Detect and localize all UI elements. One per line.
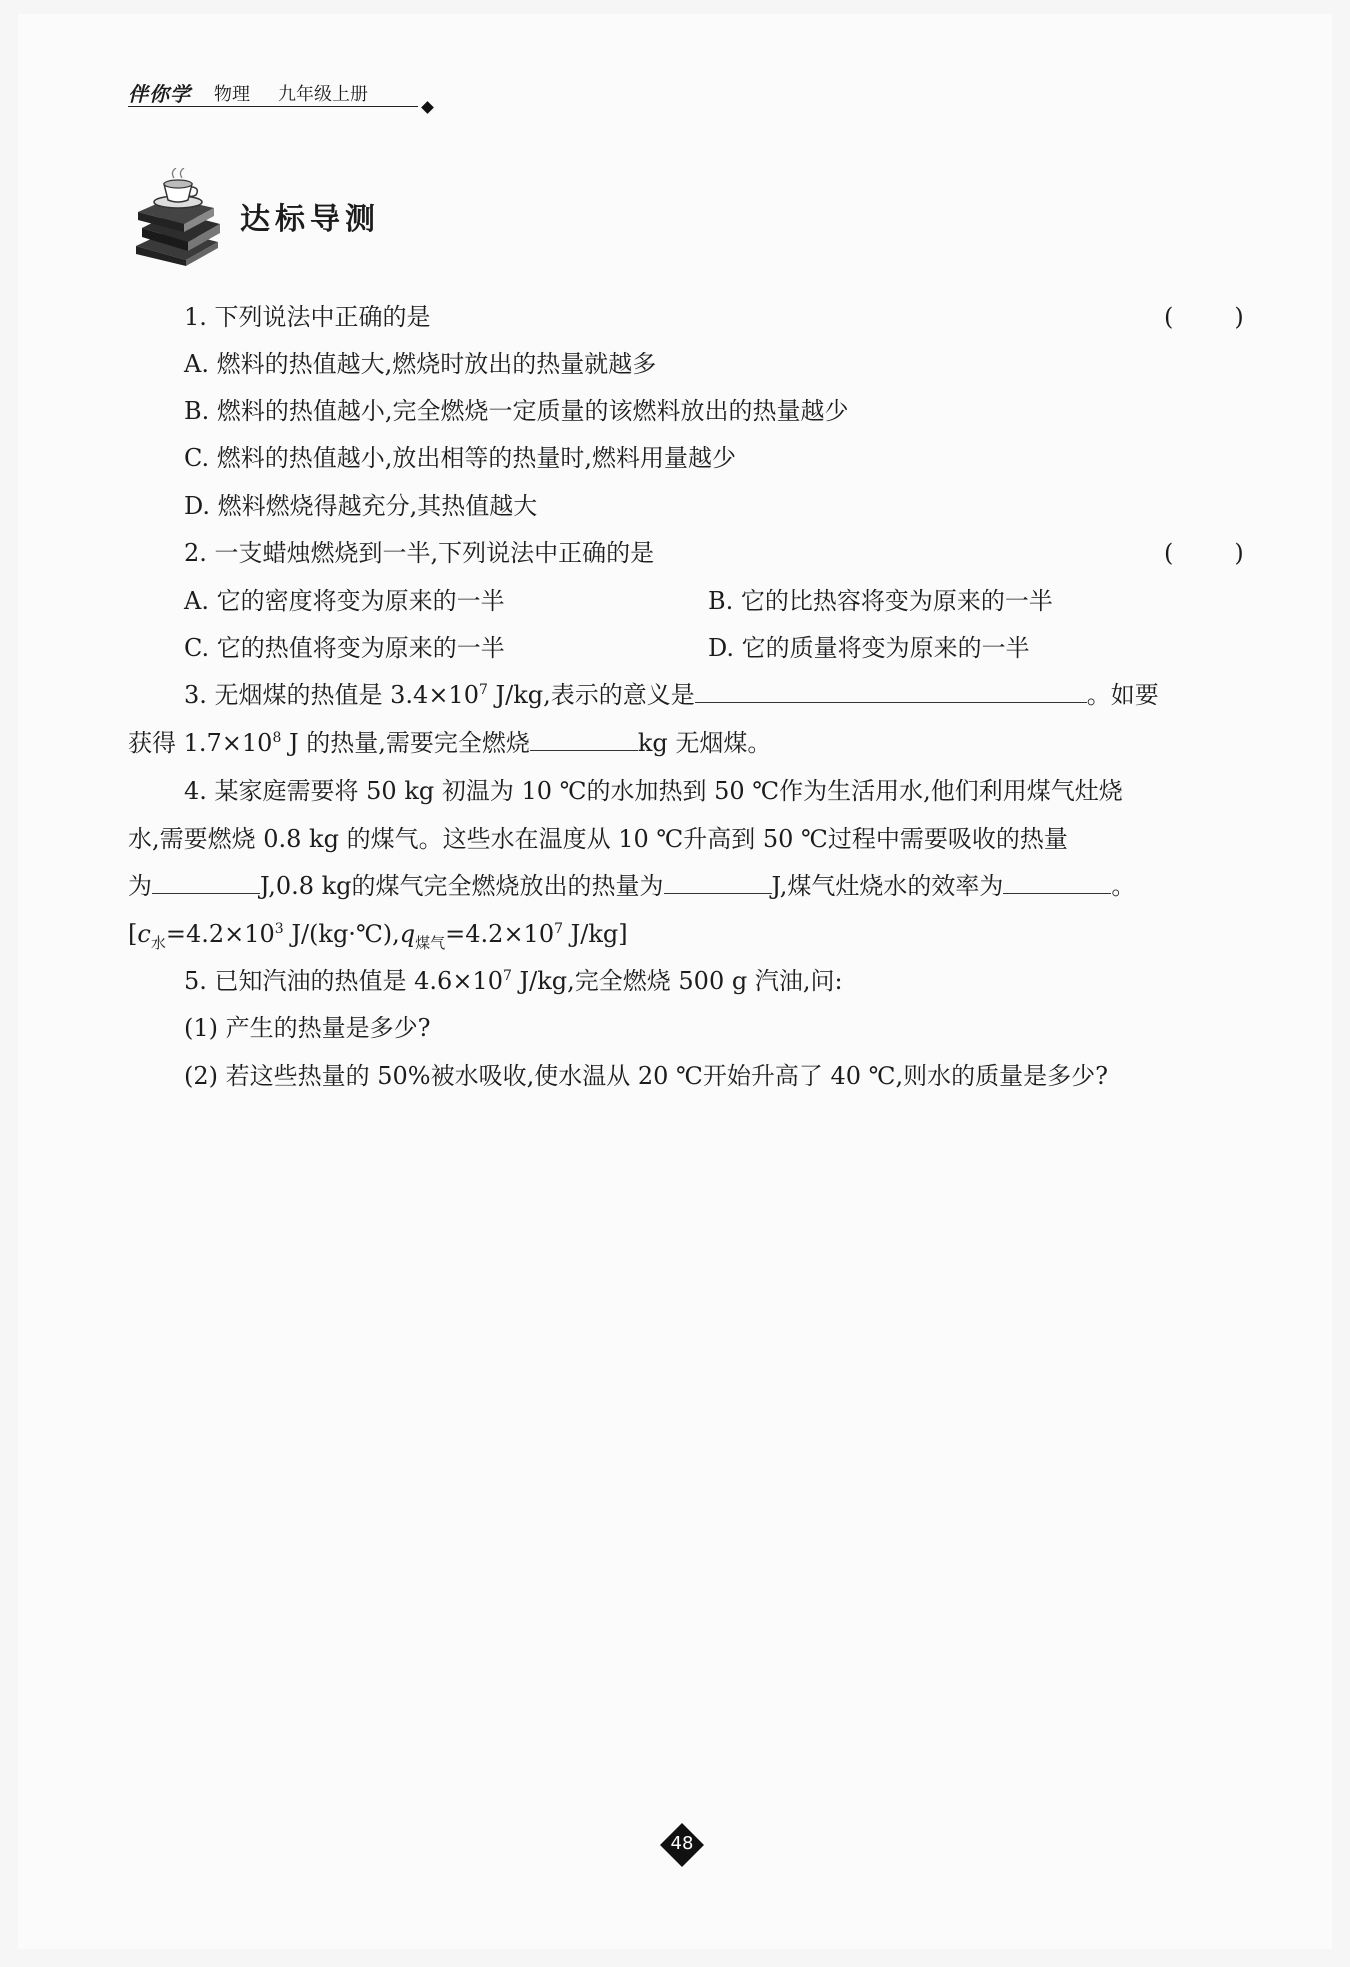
q5-sub-2: (2) 若这些热量的 50%被水吸收,使水温从 20 ℃开始升高了 40 ℃,则水的质量是多少? (184, 1062, 1109, 1090)
page-header (128, 76, 418, 107)
q4-q-subscript: 煤气 (415, 933, 446, 952)
page-number-badge (659, 1822, 705, 1868)
q4-c-value: =4.2×10 (165, 920, 275, 948)
page-number: 48 (670, 1833, 694, 1854)
q1-option-c: C. 燃料的热值越小,放出相等的热量时,燃料用量越少 (184, 444, 737, 472)
q3-text: 3. 无烟煤的热值是 3.4×10 (184, 681, 479, 709)
q2-answer-bracket[interactable]: ( ) (1164, 539, 1244, 567)
q4-line-1: 4. 某家庭需要将 50 kg 初温为 10 ℃的水加热到 50 ℃作为生活用水,他们利用煤气灶烧 (184, 777, 1123, 805)
q1-option-b: B. 燃料的热值越小,完全燃烧一定质量的该燃料放出的热量越少 (184, 397, 849, 425)
q3-text: 获得 1.7×10 (128, 729, 273, 757)
q1-option-a: A. 燃料的热值越大,燃烧时放出的热量就越多 (184, 350, 657, 378)
q3-line-2 (128, 728, 771, 758)
q1-stem: 1. 下列说法中正确的是 (184, 303, 431, 331)
q4-q-exponent: 7 (554, 921, 564, 937)
q3-meaning-blank[interactable] (695, 680, 1087, 703)
q1-option-d: D. 燃料燃烧得越充分,其热值越大 (184, 492, 538, 520)
q4-text: 为 (128, 872, 152, 900)
q3-mass-blank[interactable] (530, 728, 638, 751)
q5-text: 5. 已知汽油的热值是 4.6×10 (184, 967, 503, 995)
q4-q-value: =4.2×10 (445, 920, 555, 948)
q3-exponent: 7 (478, 682, 488, 698)
header-brand: 伴你学 (128, 82, 191, 106)
q5-text: J/kg,完全燃烧 500 g 汽油,问: (511, 967, 843, 995)
header-grade: 九年级上册 (278, 84, 368, 105)
q2-option-b: B. 它的比热容将变为原来的一半 (708, 587, 1053, 615)
q4-bracket: [ (128, 920, 138, 948)
header-subject: 物理 (214, 84, 250, 105)
q3-exponent: 8 (272, 730, 282, 746)
q1-answer-bracket[interactable]: ( ) (1164, 303, 1244, 331)
q5-stem (184, 966, 843, 996)
q4-efficiency-blank[interactable] (1003, 871, 1111, 894)
q4-text: 。 (1111, 872, 1136, 900)
q4-heat-absorbed-blank[interactable] (152, 871, 260, 894)
q2-stem: 2. 一支蜡烛燃烧到一半,下列说法中正确的是 (184, 539, 655, 567)
q4-c-unit: J/(kg·℃), (283, 920, 400, 948)
books-and-coffee-icon (126, 168, 230, 266)
q5-exponent: 7 (502, 968, 512, 984)
q3-text: J 的热量,需要完全燃烧 (281, 729, 530, 757)
q5-sub-1: (1) 产生的热量是多少? (184, 1014, 431, 1042)
q2-option-a: A. 它的密度将变为原来的一半 (184, 587, 505, 615)
q4-c-exponent: 3 (274, 921, 284, 937)
section-title: 达标导测 (240, 202, 380, 237)
q4-q-symbol: q (399, 920, 416, 948)
q2-option-c: C. 它的热值将变为原来的一半 (184, 634, 505, 662)
q3-line-1 (184, 680, 1159, 710)
q4-text: J,0.8 kg的煤气完全燃烧放出的热量为 (260, 872, 664, 900)
q3-text: J/kg,表示的意义是 (487, 681, 695, 709)
q4-q-unit: J/kg] (563, 920, 628, 948)
q4-constants (128, 919, 628, 952)
q3-text: kg 无烟煤。 (637, 729, 772, 757)
q2-option-d: D. 它的质量将变为原来的一半 (708, 634, 1030, 662)
q4-line-2: 水,需要燃烧 0.8 kg 的煤气。这些水在温度从 10 ℃升高到 50 ℃过程中需要吸收的热量 (128, 825, 1068, 853)
q4-line-3 (128, 871, 1135, 901)
q4-heat-released-blank[interactable] (664, 871, 772, 894)
q4-text: J,煤气灶烧水的效率为 (771, 872, 1004, 900)
q4-c-subscript: 水 (150, 933, 166, 952)
q4-c-symbol: c (137, 920, 151, 948)
q3-text: 。如要 (1086, 681, 1159, 709)
